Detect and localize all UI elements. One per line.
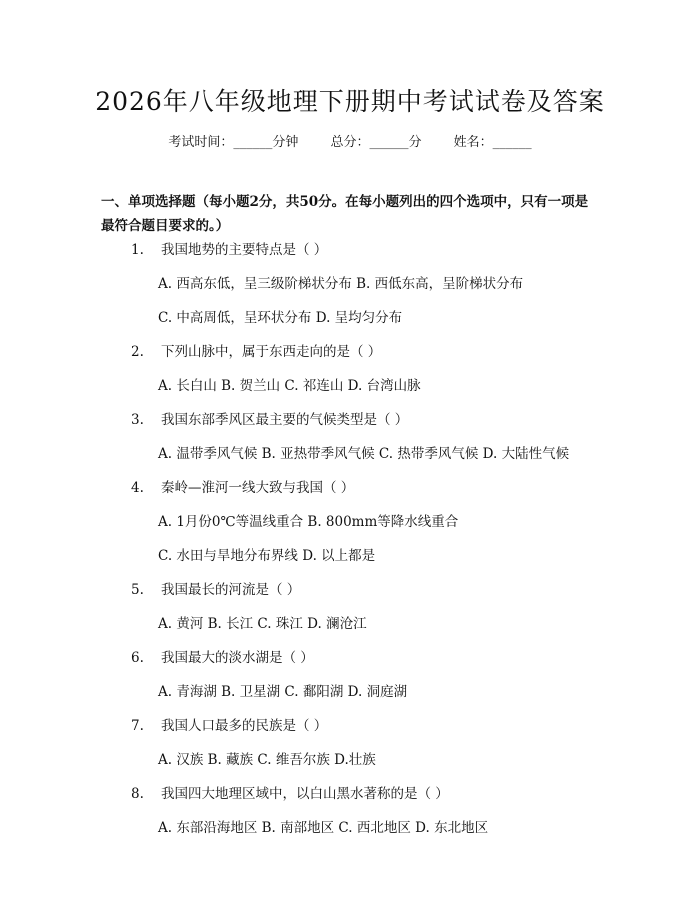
answer-options: A. 长白山 B. 贺兰山 C. 祁连山 D. 台湾山脉	[158, 378, 421, 394]
question-number: 5.	[131, 582, 144, 598]
question-item	[101, 240, 621, 260]
question-text: 我国人口最多的民族是（ ）	[161, 718, 328, 734]
section-heading: 一、单项选择题（每小题2分，共50分。在每小题列出的四个选项中，只有一项是最符合题目要求的。）	[101, 194, 589, 234]
answer-options: A. 温带季风气候 B. 亚热带季风气候 C. 热带季风气候 D. 大陆性气候	[158, 446, 570, 462]
question-text: 我国地势的主要特点是（ ）	[161, 242, 328, 258]
question-text: 我国东部季风区最主要的气候类型是（ ）	[161, 412, 409, 428]
answer-options: A. 东部沿海地区 B. 南部地区 C. 西北地区 D. 东北地区	[158, 820, 489, 836]
answer-options: A. 黄河 B. 长江 C. 珠江 D. 澜沧江	[158, 616, 367, 632]
question-number: 4.	[131, 480, 144, 496]
question-item	[101, 648, 621, 668]
question-number: 6.	[131, 650, 144, 666]
answer-options: A. 青海湖 B. 卫星湖 C. 鄱阳湖 D. 洞庭湖	[158, 684, 408, 700]
answer-options: A. 西高东低，呈三级阶梯状分布 B. 西低东高，呈阶梯状分布	[158, 276, 524, 292]
question-list	[101, 240, 621, 852]
question-number: 7.	[131, 718, 144, 734]
answer-options: A. 1月份0℃等温线重合 B. 800mm等降水线重合	[158, 514, 459, 530]
question-text: 我国最大的淡水湖是（ ）	[161, 650, 314, 666]
question-item	[101, 580, 621, 600]
question-number: 3.	[131, 412, 144, 428]
answer-options: C. 中高周低，呈环状分布 D. 呈均匀分布	[158, 310, 403, 326]
page-title: 2026年八年级地理下册期中考试试卷及答案	[95, 87, 605, 116]
question-text: 我国四大地理区域中，以白山黑水著称的是（ ）	[161, 786, 449, 802]
exam-meta	[0, 131, 700, 150]
student-name-field: 姓名：______	[453, 135, 532, 150]
question-item	[101, 478, 621, 498]
answer-options: C. 水田与旱地分布界线 D. 以上都是	[158, 548, 376, 564]
question-item	[101, 784, 621, 804]
question-number: 8.	[131, 786, 144, 802]
question-number: 1.	[131, 242, 144, 258]
question-item	[101, 716, 621, 736]
question-text: 下列山脉中，属于东西走向的是（ ）	[161, 344, 382, 360]
total-score-field: 总分：______分	[330, 135, 422, 150]
question-text: 我国最长的河流是（ ）	[161, 582, 301, 598]
question-item	[101, 410, 621, 430]
answer-options: A. 汉族 B. 藏族 C. 维吾尔族 D.壮族	[158, 752, 376, 768]
question-item	[101, 342, 621, 362]
exam-time-field: 考试时间：______分钟	[168, 135, 299, 150]
question-text: 秦岭—淮河一线大致与我国（ ）	[161, 480, 355, 496]
question-number: 2.	[131, 344, 144, 360]
